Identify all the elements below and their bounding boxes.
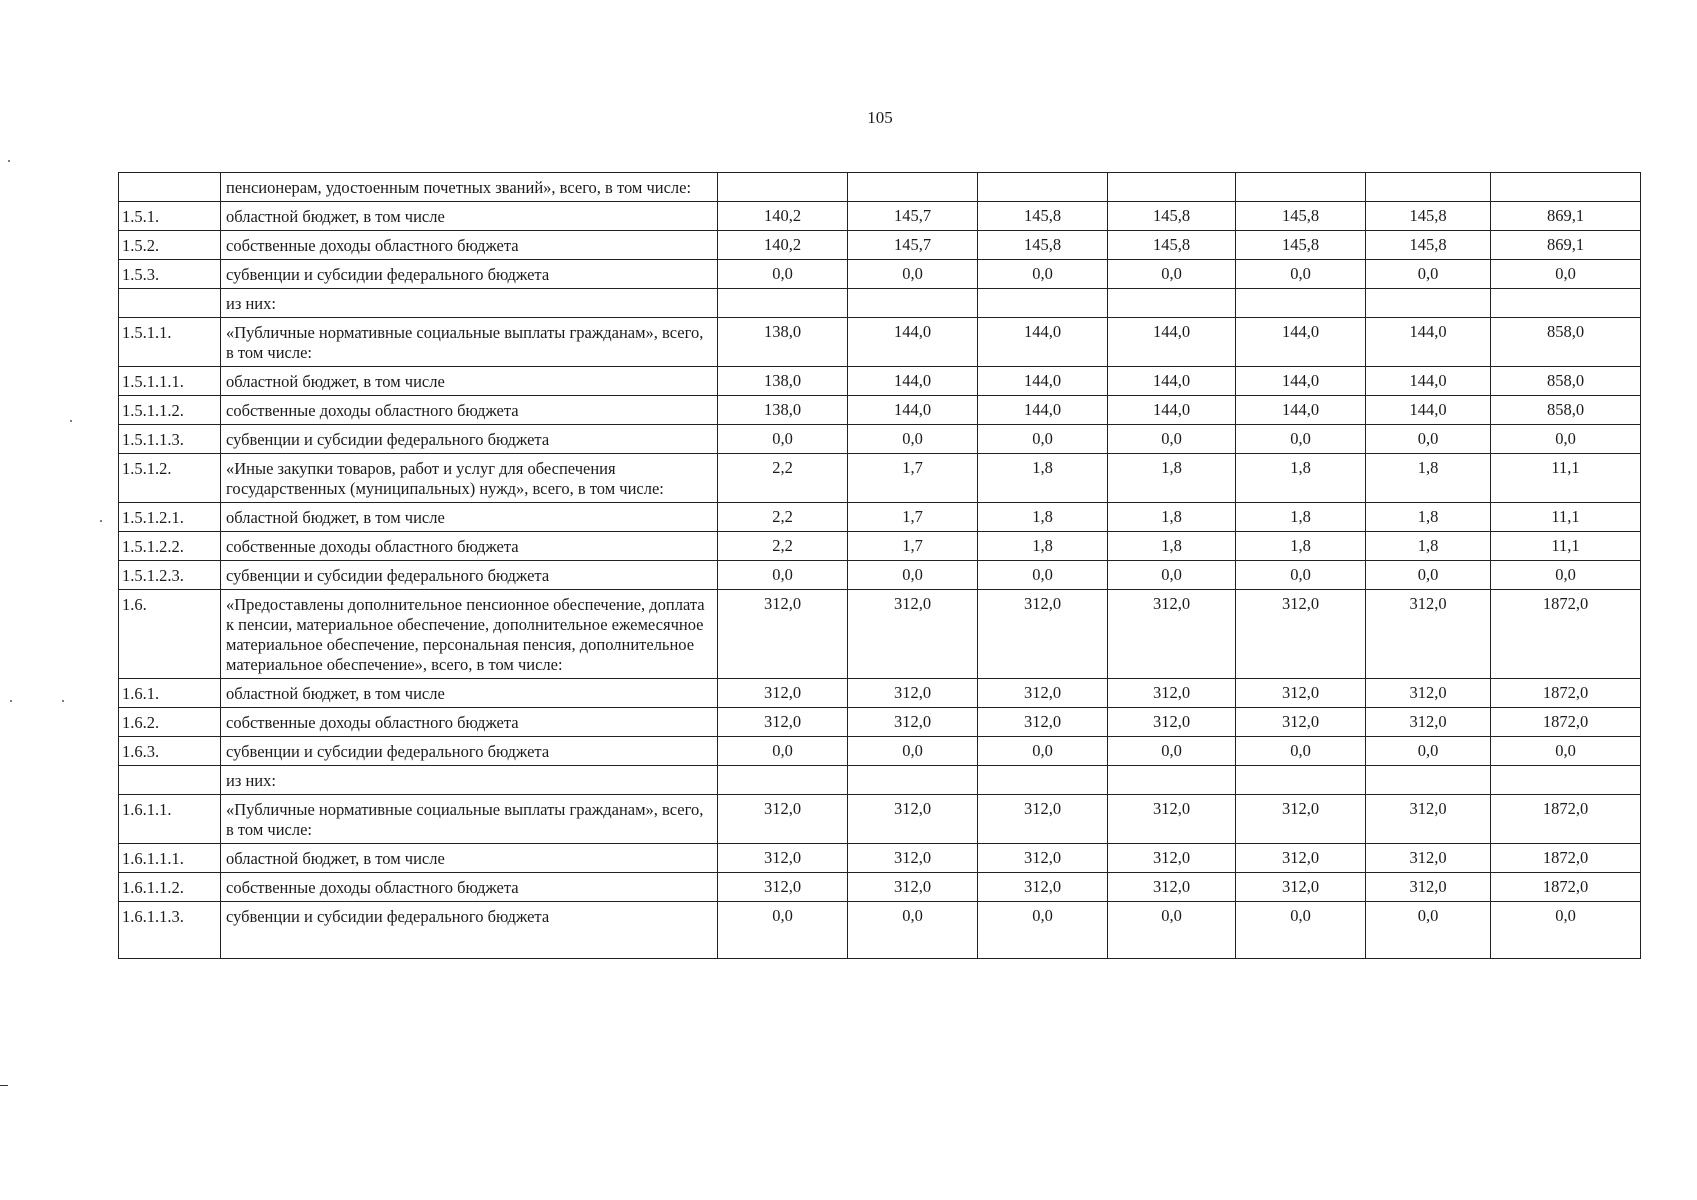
row-year-value [1108,766,1236,795]
row-year-value: 144,0 [1366,367,1491,396]
row-year-value: 0,0 [1236,425,1366,454]
row-year-value: 138,0 [718,318,848,367]
row-year-value: 312,0 [718,844,848,873]
row-year-value: 312,0 [1236,795,1366,844]
row-code: 1.5.1.2.3. [119,561,221,590]
row-year-value: 144,0 [978,396,1108,425]
row-year-value: 312,0 [1108,679,1236,708]
row-year-value: 312,0 [1236,873,1366,902]
row-year-value: 0,0 [978,425,1108,454]
row-year-value: 312,0 [718,873,848,902]
row-year-value: 0,0 [978,260,1108,289]
row-year-value: 145,7 [848,231,978,260]
row-year-value: 0,0 [1108,902,1236,959]
row-total-value: 0,0 [1491,425,1641,454]
row-year-value: 0,0 [1236,737,1366,766]
scan-speck [70,420,72,422]
table-row [119,396,1641,425]
row-total-value: 858,0 [1491,367,1641,396]
page-number: 105 [867,108,893,127]
row-description: «Иные закупки товаров, работ и услуг для обеспечения государственных (муниципальных) нужд», всего, в том числе: [221,454,718,503]
row-year-value: 0,0 [1366,902,1491,959]
row-year-value: 1,8 [1108,532,1236,561]
row-year-value: 312,0 [978,679,1108,708]
row-year-value: 0,0 [1366,425,1491,454]
row-year-value [1108,173,1236,202]
row-year-value [978,173,1108,202]
row-year-value: 1,8 [1236,454,1366,503]
row-code: 1.5.1.2.2. [119,532,221,561]
row-year-value: 0,0 [848,260,978,289]
row-year-value: 312,0 [1108,590,1236,679]
row-year-value: 312,0 [1108,708,1236,737]
row-description: «Публичные нормативные социальные выплаты гражданам», всего, в том числе: [221,318,718,367]
row-year-value: 144,0 [978,367,1108,396]
row-total-value: 1872,0 [1491,795,1641,844]
row-total-value: 1872,0 [1491,844,1641,873]
row-code: 1.5.1. [119,202,221,231]
table-row [119,425,1641,454]
scan-speck [8,160,10,162]
row-total-value: 0,0 [1491,260,1641,289]
row-year-value: 145,8 [1366,202,1491,231]
row-year-value [1236,289,1366,318]
row-year-value: 312,0 [978,795,1108,844]
row-year-value: 0,0 [848,425,978,454]
row-year-value: 0,0 [978,561,1108,590]
row-year-value: 2,2 [718,532,848,561]
scan-speck [100,520,102,522]
row-code [119,173,221,202]
row-year-value: 0,0 [1366,561,1491,590]
row-code: 1.6.1.1.2. [119,873,221,902]
row-year-value: 1,8 [978,503,1108,532]
table-row [119,367,1641,396]
row-year-value: 0,0 [848,902,978,959]
row-total-value [1491,766,1641,795]
row-year-value: 145,8 [1108,231,1236,260]
row-year-value: 312,0 [1108,795,1236,844]
row-year-value: 144,0 [1366,318,1491,367]
scan-edge-mark [0,1085,8,1086]
table-row [119,708,1641,737]
row-description: областной бюджет, в том числе [221,844,718,873]
row-year-value: 144,0 [1366,396,1491,425]
row-year-value: 144,0 [1108,318,1236,367]
row-total-value: 869,1 [1491,202,1641,231]
row-total-value: 869,1 [1491,231,1641,260]
row-code: 1.5.1.1. [119,318,221,367]
row-year-value: 0,0 [1366,737,1491,766]
row-year-value: 144,0 [1108,367,1236,396]
row-year-value: 0,0 [1236,561,1366,590]
row-year-value: 144,0 [1236,396,1366,425]
row-year-value [718,173,848,202]
row-year-value: 312,0 [1366,708,1491,737]
row-year-value: 312,0 [718,795,848,844]
row-code: 1.6.1.1.1. [119,844,221,873]
row-total-value [1491,173,1641,202]
row-year-value [718,766,848,795]
row-total-value: 0,0 [1491,737,1641,766]
row-year-value: 1,8 [978,532,1108,561]
row-year-value: 1,8 [978,454,1108,503]
row-description: субвенции и субсидии федерального бюджета [221,425,718,454]
row-total-value: 858,0 [1491,396,1641,425]
row-year-value: 145,7 [848,202,978,231]
row-description: субвенции и субсидии федерального бюджета [221,260,718,289]
row-description: субвенции и субсидии федерального бюджета [221,737,718,766]
row-description: собственные доходы областного бюджета [221,873,718,902]
row-year-value [1108,289,1236,318]
row-year-value: 1,8 [1366,503,1491,532]
row-code: 1.6.2. [119,708,221,737]
row-year-value: 312,0 [1366,679,1491,708]
row-total-value: 1872,0 [1491,590,1641,679]
row-year-value: 312,0 [978,708,1108,737]
row-year-value: 0,0 [848,737,978,766]
row-year-value: 144,0 [1236,318,1366,367]
row-year-value: 312,0 [718,679,848,708]
table-row [119,795,1641,844]
row-total-value [1491,289,1641,318]
row-year-value: 312,0 [1366,795,1491,844]
row-year-value: 0,0 [718,425,848,454]
row-total-value: 11,1 [1491,454,1641,503]
row-code: 1.5.1.2.1. [119,503,221,532]
row-year-value [1366,766,1491,795]
row-year-value [718,289,848,318]
row-year-value: 312,0 [848,873,978,902]
row-year-value: 312,0 [978,873,1108,902]
row-code: 1.5.1.2. [119,454,221,503]
row-year-value: 0,0 [1366,260,1491,289]
row-year-value: 0,0 [718,902,848,959]
row-total-value: 1872,0 [1491,873,1641,902]
row-description: областной бюджет, в том числе [221,679,718,708]
row-code: 1.6.1.1.3. [119,902,221,959]
row-description: субвенции и субсидии федерального бюджета [221,902,718,959]
row-code: 1.5.2. [119,231,221,260]
row-year-value: 0,0 [1108,425,1236,454]
row-code [119,766,221,795]
row-year-value [1366,289,1491,318]
row-description: «Предоставлены дополнительное пенсионное обеспечение, доплата к пенсии, материальное обеспечение, дополнительное ежемесячное материальное обеспечение, персональная пенсия, дополнительное материальное обеспечение», всего, в том числе: [221,590,718,679]
row-year-value [848,766,978,795]
row-year-value: 312,0 [978,844,1108,873]
row-year-value: 1,8 [1366,532,1491,561]
table-row [119,902,1641,959]
row-description: «Публичные нормативные социальные выплаты гражданам», всего, в том числе: [221,795,718,844]
table-row [119,289,1641,318]
row-year-value: 1,8 [1108,454,1236,503]
table-row [119,532,1641,561]
row-description: областной бюджет, в том числе [221,202,718,231]
budget-table [118,172,1641,959]
row-year-value: 1,8 [1236,532,1366,561]
row-year-value: 0,0 [718,260,848,289]
row-year-value [978,289,1108,318]
row-year-value: 145,8 [978,231,1108,260]
row-year-value: 312,0 [848,708,978,737]
row-year-value: 138,0 [718,396,848,425]
row-total-value: 11,1 [1491,503,1641,532]
row-description: областной бюджет, в том числе [221,367,718,396]
row-year-value: 0,0 [718,561,848,590]
row-year-value: 140,2 [718,202,848,231]
scan-speck [10,700,12,702]
table-row [119,173,1641,202]
row-year-value [848,289,978,318]
row-year-value: 144,0 [1236,367,1366,396]
table-row [119,844,1641,873]
table-row [119,561,1641,590]
row-year-value: 1,7 [848,503,978,532]
row-year-value: 140,2 [718,231,848,260]
row-code: 1.5.1.1.2. [119,396,221,425]
table-row [119,679,1641,708]
row-year-value: 144,0 [978,318,1108,367]
row-year-value: 2,2 [718,503,848,532]
row-year-value: 0,0 [718,737,848,766]
row-year-value: 0,0 [1108,561,1236,590]
row-year-value [1236,766,1366,795]
row-year-value [1236,173,1366,202]
table-body [119,173,1641,959]
row-year-value: 312,0 [978,590,1108,679]
row-year-value: 0,0 [1236,902,1366,959]
table-row [119,231,1641,260]
row-year-value: 144,0 [848,396,978,425]
row-total-value: 11,1 [1491,532,1641,561]
row-year-value: 312,0 [848,844,978,873]
row-total-value: 858,0 [1491,318,1641,367]
row-year-value: 312,0 [848,590,978,679]
row-code: 1.5.1.1.3. [119,425,221,454]
row-year-value: 312,0 [1366,873,1491,902]
row-year-value: 312,0 [1366,590,1491,679]
table-row [119,260,1641,289]
scan-speck [62,700,64,702]
row-code: 1.6.3. [119,737,221,766]
row-year-value: 0,0 [1236,260,1366,289]
row-year-value: 1,8 [1236,503,1366,532]
row-year-value: 312,0 [1108,873,1236,902]
row-year-value: 0,0 [978,737,1108,766]
row-year-value: 312,0 [1236,708,1366,737]
row-year-value: 0,0 [848,561,978,590]
row-year-value: 312,0 [1366,844,1491,873]
row-total-value: 0,0 [1491,561,1641,590]
row-year-value: 145,8 [1236,231,1366,260]
row-description: собственные доходы областного бюджета [221,532,718,561]
row-year-value: 145,8 [1108,202,1236,231]
row-year-value: 145,8 [978,202,1108,231]
row-description: собственные доходы областного бюджета [221,396,718,425]
row-year-value [978,766,1108,795]
row-year-value: 1,8 [1108,503,1236,532]
row-year-value: 0,0 [1108,737,1236,766]
table-row [119,454,1641,503]
row-year-value: 312,0 [1236,844,1366,873]
row-code: 1.6. [119,590,221,679]
row-year-value: 0,0 [978,902,1108,959]
row-year-value: 144,0 [848,318,978,367]
row-code: 1.5.1.1.1. [119,367,221,396]
table-row [119,318,1641,367]
row-year-value: 312,0 [718,708,848,737]
row-total-value: 0,0 [1491,902,1641,959]
row-year-value: 312,0 [1108,844,1236,873]
row-code: 1.6.1.1. [119,795,221,844]
row-description: субвенции и субсидии федерального бюджета [221,561,718,590]
row-year-value: 312,0 [718,590,848,679]
row-description: собственные доходы областного бюджета [221,231,718,260]
row-year-value: 312,0 [1236,679,1366,708]
row-total-value: 1872,0 [1491,708,1641,737]
row-year-value: 1,7 [848,532,978,561]
row-code: 1.6.1. [119,679,221,708]
table-row [119,873,1641,902]
row-year-value: 0,0 [1108,260,1236,289]
row-code: 1.5.3. [119,260,221,289]
row-year-value: 1,8 [1366,454,1491,503]
row-year-value: 312,0 [1236,590,1366,679]
row-total-value: 1872,0 [1491,679,1641,708]
row-year-value: 144,0 [1108,396,1236,425]
row-year-value: 145,8 [1236,202,1366,231]
row-year-value [1366,173,1491,202]
row-year-value: 312,0 [848,679,978,708]
table-row [119,737,1641,766]
row-year-value: 138,0 [718,367,848,396]
row-description: собственные доходы областного бюджета [221,708,718,737]
table-row [119,766,1641,795]
row-description: пенсионерам, удостоенным почетных званий», всего, в том числе: [221,173,718,202]
row-description: из них: [221,289,718,318]
row-description: областной бюджет, в том числе [221,503,718,532]
table-row [119,202,1641,231]
row-year-value: 144,0 [848,367,978,396]
row-year-value: 312,0 [848,795,978,844]
row-year-value: 1,7 [848,454,978,503]
row-code [119,289,221,318]
row-year-value: 145,8 [1366,231,1491,260]
table-row [119,590,1641,679]
row-description: из них: [221,766,718,795]
row-year-value: 2,2 [718,454,848,503]
row-year-value [848,173,978,202]
table-row [119,503,1641,532]
